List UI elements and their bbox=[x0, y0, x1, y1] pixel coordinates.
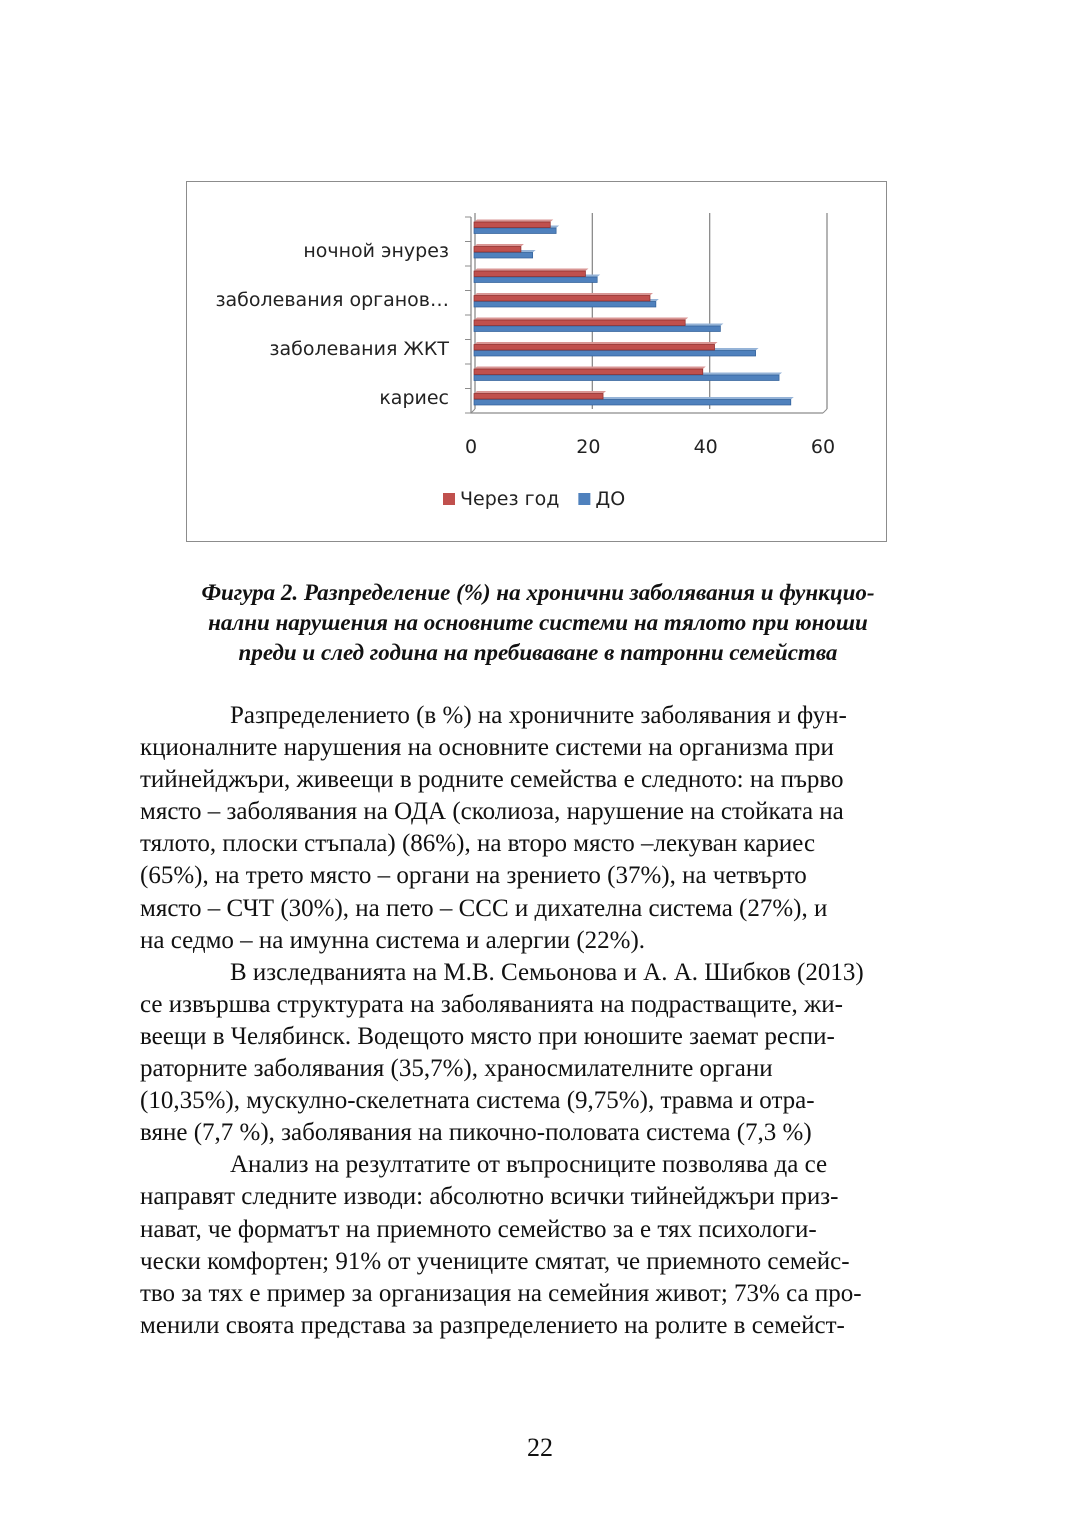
paragraph-line: (10,35%), мускулно-скелетната система (9,75%), травма и отра- bbox=[140, 1087, 815, 1115]
category-label: заболевания органов… bbox=[215, 288, 449, 311]
legend-swatch bbox=[578, 493, 590, 505]
bar-top-face bbox=[474, 342, 718, 345]
bar-do bbox=[474, 351, 756, 357]
figure-caption-line: Фигура 2. Разпределение (%) на хронични заболявания и функцио- bbox=[201, 580, 875, 605]
bar-top-face bbox=[474, 391, 606, 394]
paragraph-line: тялото, плоски стъпала) (86%), на второ място –лекуван кариес bbox=[140, 830, 816, 858]
paragraph-line: (65%), на трето място – органи на зрението (37%), на четвърто bbox=[140, 862, 807, 890]
axis-corner-line bbox=[823, 409, 827, 413]
paragraph-line: направят следните изводи: абсолютно всички тийнейджъри приз- bbox=[140, 1183, 839, 1211]
bar-top-face bbox=[474, 293, 653, 296]
paragraph-line: тво за тях е пример за организация на семейния живот; 73% са про- bbox=[140, 1279, 862, 1307]
bar-do bbox=[474, 375, 779, 381]
axis-line bbox=[471, 217, 823, 413]
paragraph-line: чески комфортен; 91% от учениците смятат, че приемното семейс- bbox=[140, 1247, 850, 1275]
body-text bbox=[140, 700, 936, 1342]
figure-caption bbox=[140, 578, 936, 668]
paragraph-line: веещи в Челябинск. Водещото място при юношите заемат респи- bbox=[140, 1022, 835, 1050]
bar-cherez-god bbox=[474, 247, 521, 253]
bar-top-face bbox=[474, 269, 588, 272]
figure-caption-line: преди и след година на пребиваване в патронни семейства bbox=[238, 640, 838, 665]
paragraph-line: място – СЧТ (30%), на пето – ССС и дихателна система (27%), и bbox=[140, 894, 828, 922]
legend-swatch bbox=[443, 493, 455, 505]
bar-top-face bbox=[474, 367, 706, 370]
x-tick-label: 20 bbox=[576, 436, 601, 458]
figure-caption-line: нални нарушения на основните системи на тялото при юноши bbox=[208, 610, 868, 635]
paragraph-line: място – заболявания на ОДА (сколиоза, нарушение на стойката на bbox=[140, 798, 844, 826]
bar-chart bbox=[187, 182, 886, 541]
bar-cherez-god bbox=[474, 271, 585, 277]
paragraph-line: вяне (7,7 %), заболявания на пикочно-половата система (7,3 %) bbox=[140, 1119, 812, 1147]
bar-do bbox=[474, 302, 656, 308]
paragraph-line: раторните заболявания (35,7%), храносмилателните органи bbox=[140, 1055, 773, 1083]
paragraph-line: тийнейджъри, живеещи в родните семейства е следното: на първо bbox=[140, 766, 844, 794]
paragraph-line: Разпределението (в %) на хроничните заболявания и фун- bbox=[230, 702, 847, 729]
category-label: заболевания ЖКТ bbox=[269, 337, 449, 360]
category-label: кариес bbox=[379, 386, 449, 409]
bar-top-face bbox=[474, 244, 524, 247]
bar-do bbox=[474, 277, 597, 283]
x-tick-label: 0 bbox=[464, 436, 478, 458]
bar-cherez-god bbox=[474, 320, 685, 326]
legend-label: ДО bbox=[595, 488, 626, 510]
page-number: 22 bbox=[527, 1433, 553, 1462]
paragraph-line: се извършва структурата на заболяванията на подрастващите, жи- bbox=[140, 990, 844, 1018]
bar-do bbox=[474, 228, 556, 234]
x-tick-label: 40 bbox=[693, 436, 718, 458]
bar-do bbox=[474, 400, 791, 406]
paragraph-line: менили своята представа за разпределението на ролите в семейст- bbox=[140, 1311, 845, 1339]
paragraph-line: нават, че форматът на приемното семейство за е тях психологи- bbox=[140, 1215, 817, 1243]
x-tick-label: 60 bbox=[810, 436, 836, 458]
bar-cherez-god bbox=[474, 394, 603, 400]
bar-top-face bbox=[474, 318, 688, 321]
legend-label: Через год bbox=[460, 488, 560, 510]
bar-cherez-god bbox=[474, 222, 550, 228]
chart-frame bbox=[186, 181, 887, 542]
bar-do bbox=[474, 253, 533, 259]
category-label: ночной энурез bbox=[303, 239, 449, 262]
paragraph-line: Анализ на резултатите от въпросниците позволява да се bbox=[230, 1151, 828, 1179]
paragraph-line: В изследванията на М.В. Семьонова и А. А. Шибков (2013) bbox=[230, 958, 864, 986]
bar-cherez-god bbox=[474, 296, 650, 302]
paragraph-line: кционалните нарушения на основните системи на организма при bbox=[140, 734, 834, 762]
paragraph-line: на седмо – на имунна система и алергии (22%). bbox=[140, 926, 646, 954]
bar-do bbox=[474, 326, 720, 332]
bar-top-face bbox=[474, 220, 553, 223]
bar-cherez-god bbox=[474, 369, 703, 375]
bar-cherez-god bbox=[474, 345, 715, 351]
